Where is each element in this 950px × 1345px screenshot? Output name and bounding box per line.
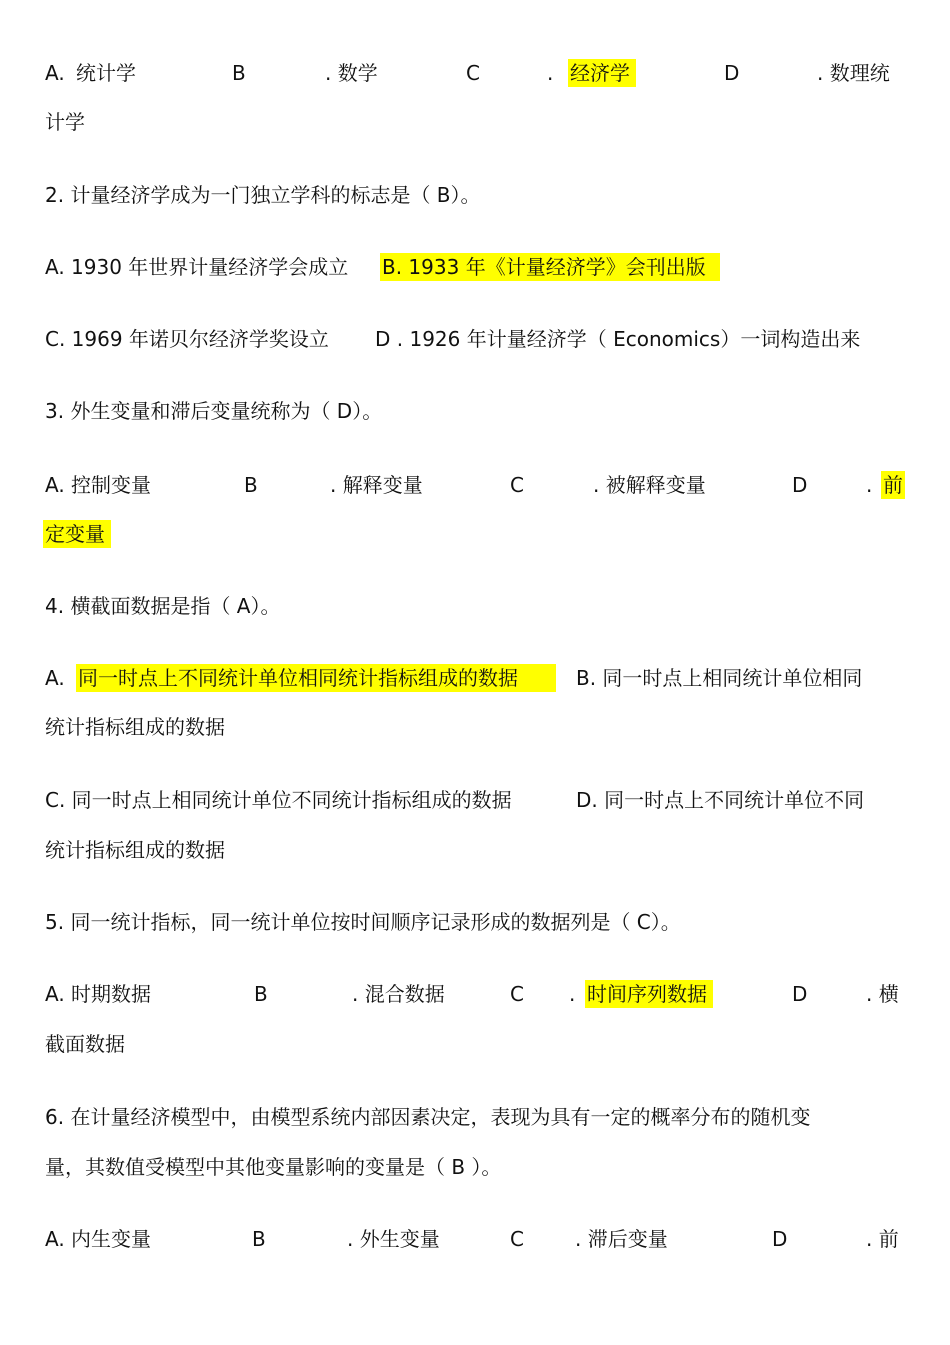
q6-stem-line1: 6. 在计量经济模型中，由模型系统内部因素决定，表现为具有一定的概率分布的随机变 — [45, 1105, 811, 1129]
q4-option-a-label: A. — [45, 666, 65, 690]
q4-option-c: C. 同一时点上相同统计单位不同统计指标组成的数据 — [45, 788, 512, 812]
q2-option-a: A. 1930 年世界计量经济学会成立 — [45, 255, 349, 279]
q6-stem-line2: 量，其数值受模型中其他变量影响的变量是（ B ）。 — [45, 1155, 502, 1179]
q3-option-d-answer-continued: 定变量 — [43, 520, 111, 548]
q6-option-d-text: . 前 — [866, 1227, 899, 1251]
q1-option-d-label: D — [724, 61, 740, 85]
q6-option-c-label: C — [510, 1227, 524, 1251]
q3-option-c-text: . 被解释变量 — [593, 473, 706, 497]
q5-option-b-label: B — [254, 982, 268, 1006]
q5-option-c-dot: . — [569, 982, 576, 1006]
q1-option-c-dot: . — [547, 61, 554, 85]
q1-option-a-label: A. — [45, 61, 65, 85]
q5-option-b-text: . 混合数据 — [352, 982, 445, 1006]
q2-option-d: D . 1926 年计量经济学（ Economics）一词构造出来 — [375, 327, 861, 351]
q2-stem: 2. 计量经济学成为一门独立学科的标志是（ B）。 — [45, 183, 481, 207]
q6-option-d-label: D — [772, 1227, 788, 1251]
q1-option-d-text: . 数理统 — [817, 61, 890, 85]
q1-option-b-label: B — [232, 61, 246, 85]
q5-option-d-continued: 截面数据 — [45, 1032, 125, 1056]
q6-option-b-text: . 外生变量 — [347, 1227, 440, 1251]
q3-option-d-dot: . — [866, 473, 873, 497]
q3-option-d-label: D — [792, 473, 808, 497]
q4-option-a-answer-highlight: 同一时点上不同统计单位相同统计指标组成的数据 — [76, 664, 556, 692]
q5-option-d-text: . 横 — [866, 982, 899, 1006]
q2-option-c: C. 1969 年诺贝尔经济学奖设立 — [45, 327, 329, 351]
q3-stem: 3. 外生变量和滞后变量统称为（ D）。 — [45, 399, 383, 423]
q3-option-c-label: C — [510, 473, 524, 497]
q6-option-c-text: . 滞后变量 — [575, 1227, 668, 1251]
q5-option-d-label: D — [792, 982, 808, 1006]
q1-option-a-text: 统计学 — [76, 61, 136, 85]
q4-option-b: B. 同一时点上相同统计单位相同 — [576, 666, 863, 690]
q6-option-b-label: B — [252, 1227, 266, 1251]
q5-option-c-label: C — [510, 982, 524, 1006]
q4-stem: 4. 横截面数据是指（ A）。 — [45, 594, 281, 618]
q1-option-c-answer-highlight: 经济学 — [568, 59, 636, 87]
q5-option-a: A. 时期数据 — [45, 982, 152, 1006]
q1-option-d-continued: 计学 — [45, 110, 85, 134]
q4-option-d-continued: 统计指标组成的数据 — [45, 838, 225, 862]
q3-option-b-label: B — [244, 473, 258, 497]
q3-option-a: A. 控制变量 — [45, 473, 152, 497]
q5-option-c-answer-highlight: 时间序列数据 — [585, 980, 713, 1008]
q1-option-c-label: C — [466, 61, 480, 85]
q4-option-b-continued: 统计指标组成的数据 — [45, 715, 225, 739]
q3-option-b-text: . 解释变量 — [330, 473, 423, 497]
q5-stem: 5. 同一统计指标，同一统计单位按时间顺序记录形成的数据列是（ C）。 — [45, 910, 681, 934]
q6-option-a: A. 内生变量 — [45, 1227, 152, 1251]
q3-option-d-answer-highlight: 前 — [883, 473, 903, 497]
q4-option-d: D. 同一时点上不同统计单位不同 — [576, 788, 865, 812]
q1-option-b-text: . 数学 — [325, 61, 378, 85]
q2-option-b-answer-highlight: B. 1933 年《计量经济学》会刊出版 — [380, 253, 720, 281]
